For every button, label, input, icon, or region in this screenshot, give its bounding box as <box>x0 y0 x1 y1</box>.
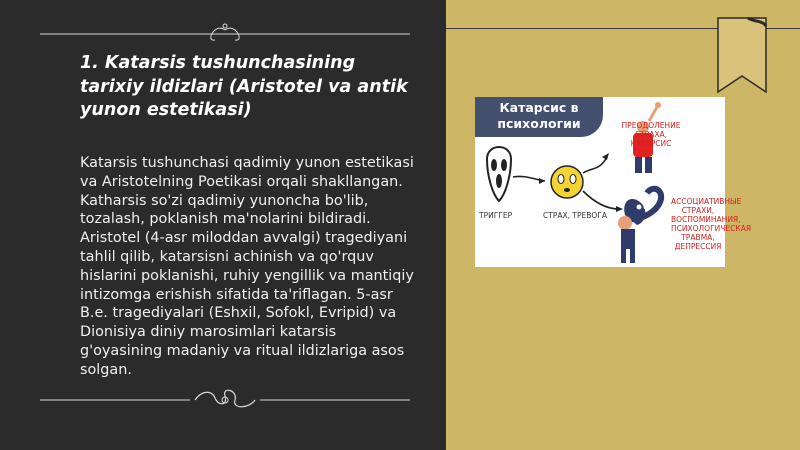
slide-body-text: Katarsis tushunchasi qadimiy yunon estetikasi va Aristotelning Poetikasi orqali shakllangan. Katharsis so'zi qadimiy yunoncha bo'lib, tozalash, poklanish ma'nolarini bildiradi. Aristotel (4-asr miloddan avvalgi) tragediyani tahlil qilib, katarsisni achinish va qo'rquv hislarini poklanishi, ruhiy yengillik va mantiqiy intizomga erishish sifatida ta'riflagan. 5-asr B.e. tragediyalari (Eshxil, Sofokl, Evripid) va Dionisiya diniy marosimlari katarsis g'oyasining madaniy va ritual ildizlariga asos solgan. <box>80 155 414 378</box>
bottom-ornament-divider <box>40 388 410 412</box>
fear-label: СТРАХ, ТРЕВОГА <box>543 211 607 220</box>
negative-outcome-label: АССОЦИАТИВНЫЕ СТРАХИ, ВОСПОМИНАНИЯ, ПСИХОЛОГИЧЕСКАЯ ТРАВМА, ДЕПРЕССИЯ <box>671 197 752 251</box>
infographic-title: Катарсис в психологии <box>497 100 581 131</box>
positive-outcome-label: ПРЕОДОЛЕНИЕ СТРАХА, КАТАРСИС <box>621 121 681 148</box>
catharsis-infographic <box>475 97 752 267</box>
infographic-title-badge <box>475 97 603 137</box>
slide-heading: 1. Katarsis tushunchasining tarixiy ildizlari (Aristotel va antik yunon estetikasi) <box>80 53 408 120</box>
trigger-label: ТРИГГЕР <box>479 211 513 220</box>
bookmark-ribbon <box>718 18 766 92</box>
top-ornament-divider <box>40 22 410 46</box>
